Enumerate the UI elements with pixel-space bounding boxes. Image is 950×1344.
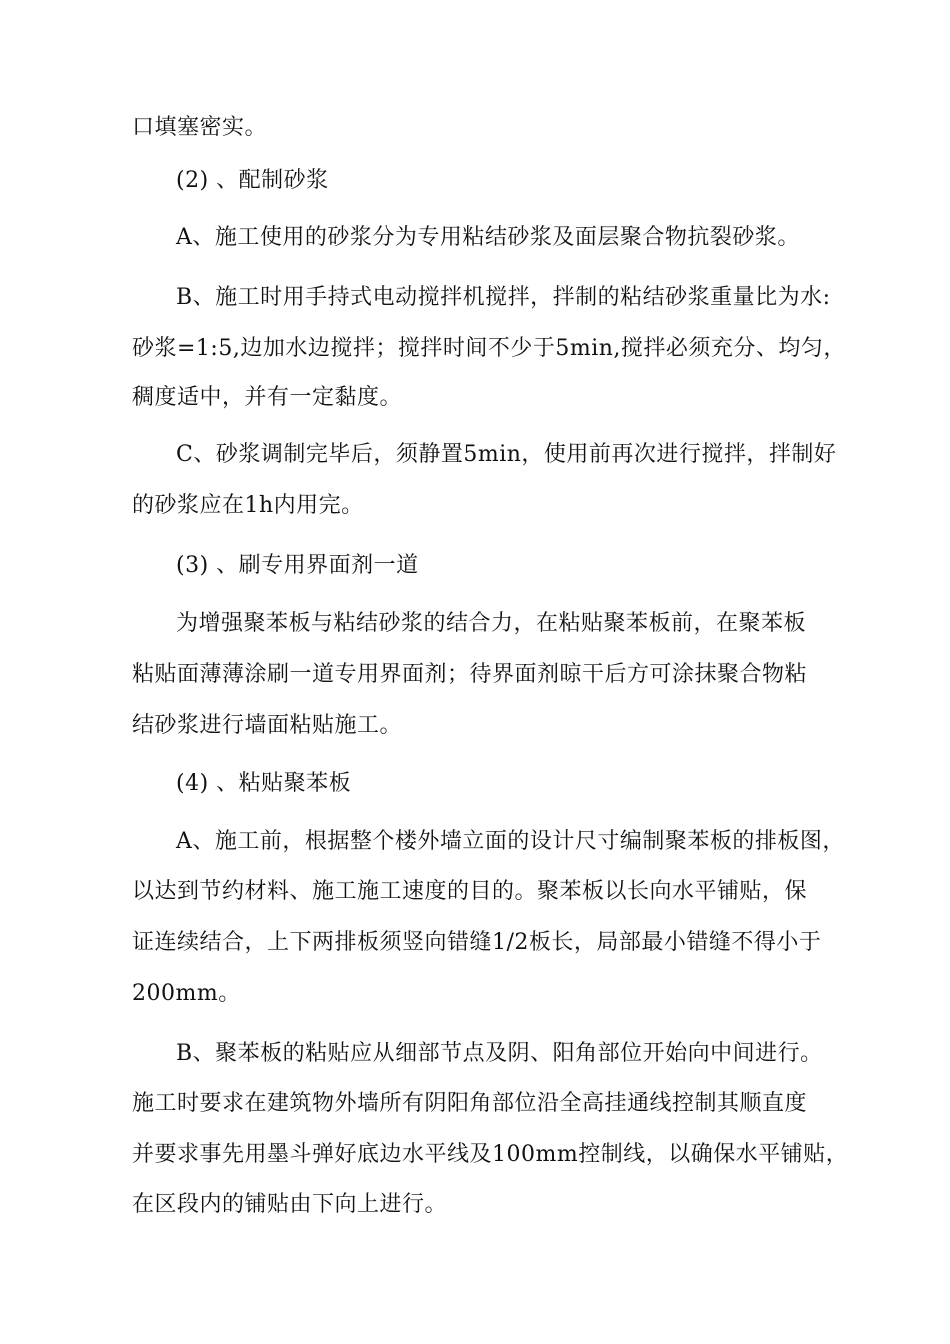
- paragraph-line: 为增强聚苯板与粘结砂浆的结合力，在粘贴聚苯板前，在聚苯板: [176, 611, 807, 636]
- paragraph-line: B、聚苯板的粘贴应从细部节点及阴、阳角部位开始向中间进行。: [176, 1041, 823, 1066]
- paragraph-line: A、施工使用的砂浆分为专用粘结砂浆及面层聚合物抗裂砂浆。: [176, 225, 800, 250]
- paragraph-line: 200mm。: [132, 981, 241, 1006]
- paragraph-line: 施工时要求在建筑物外墙所有阴阳角部位沿全高挂通线控制其顺直度: [132, 1091, 808, 1116]
- paragraph-line: 粘贴面薄薄涂刷一道专用界面剂；待界面剂晾干后方可涂抹聚合物粘: [132, 662, 808, 687]
- paragraph-line: 的砂浆应在1h内用完。: [132, 493, 364, 518]
- paragraph-line: C、砂浆调制完毕后，须静置5min，使用前再次进行搅拌，拌制好: [176, 442, 837, 467]
- paragraph-line: 口填塞密实。: [132, 115, 268, 140]
- paragraph-line: 结砂浆进行墙面粘贴施工。: [132, 713, 403, 738]
- paragraph-line: 砂浆=1:5,边加水边搅拌；搅拌时间不少于5min,搅拌必须充分、均匀，: [132, 336, 846, 361]
- section-heading-2: (2) 、配制砂浆: [176, 168, 329, 193]
- paragraph-line: A、施工前，根据整个楼外墙立面的设计尺寸编制聚苯板的排板图，: [176, 829, 845, 854]
- paragraph-line: 稠度适中，并有一定黏度。: [132, 385, 403, 410]
- paragraph-line: 在区段内的铺贴由下向上进行。: [132, 1192, 448, 1217]
- section-heading-3: (3) 、刷专用界面剂一道: [176, 553, 419, 578]
- section-heading-4: (4) 、粘贴聚苯板: [176, 771, 352, 796]
- paragraph-line: 并要求事先用墨斗弹好底边水平线及100mm控制线，以确保水平铺贴，: [132, 1142, 849, 1167]
- paragraph-line: 以达到节约材料、施工施工速度的目的。聚苯板以长向水平铺贴，保: [132, 879, 808, 904]
- paragraph-line: 证连续结合，上下两排板须竖向错缝1/2板长，局部最小错缝不得小于: [132, 930, 822, 955]
- paragraph-line: B、施工时用手持式电动搅拌机搅拌，拌制的粘结砂浆重量比为水:: [176, 285, 831, 310]
